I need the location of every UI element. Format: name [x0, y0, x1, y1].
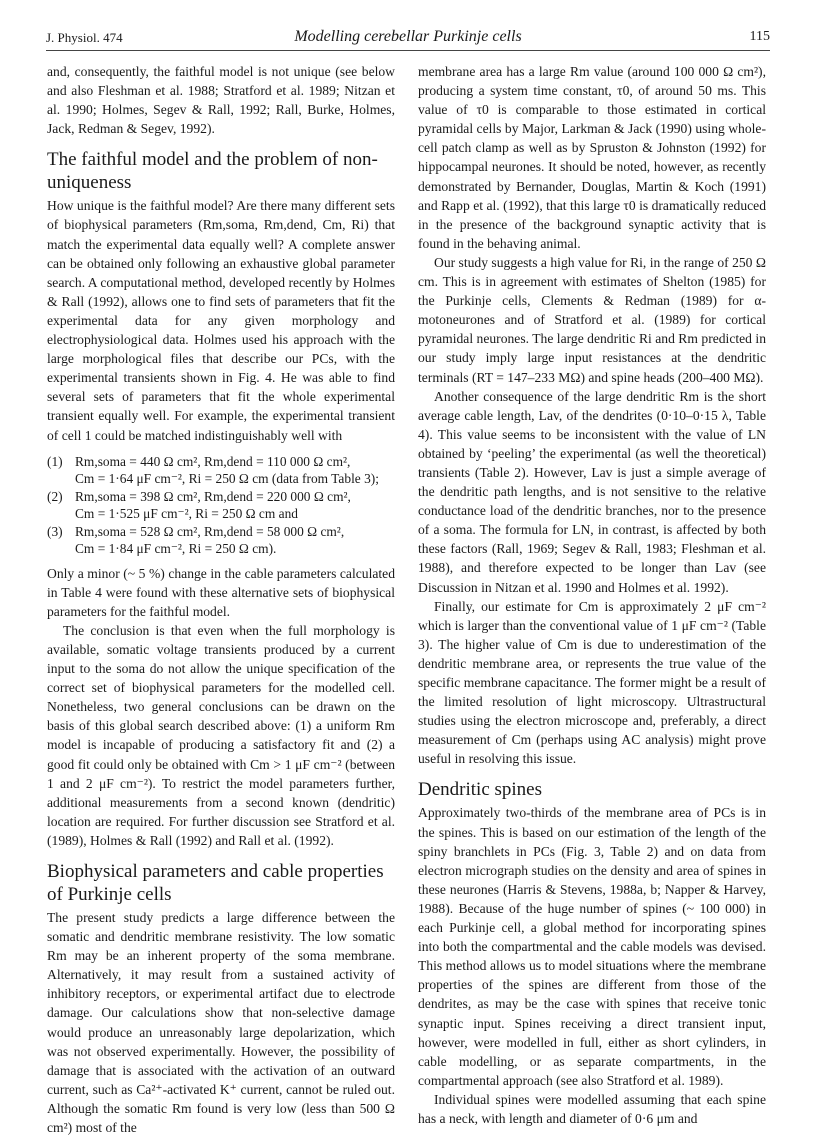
section-heading-faithful-model: The faithful model and the problem of non-uniqueness	[47, 149, 378, 194]
parameter-line: Rm,soma = 440 Ω cm², Rm,dend = 110 000 Ω cm²,	[75, 453, 351, 469]
section-heading-biophysical-parameters: Biophysical parameters and cable properties of Purkinje cells	[47, 861, 384, 905]
parameter-set	[47, 523, 395, 558]
parameter-line: Cm = 1·525 μF cm⁻², Ri = 250 Ω cm and	[75, 506, 298, 522]
paragraph: The present study predicts a large difference between the somatic and dendritic membrane resistivity. The low somatic Rm may be an inherent property of the soma membrane. Alternatively, it may result from a sustained activity of inhibitory receptors, or experimental artifact due to electrode damage. Our calculations show that non-selective damage would produce an unreasonably large depolarization, which was not observed experimentally. However, the possibility of damage that is associated with the activation of an outward current, such as Ca²⁺-activated K⁺ current, cannot be ruled out. Although the somatic Rm found is very low (less than 500 Ω cm²) most of the	[47, 910, 395, 1136]
parameter-line: Cm = 1·64 μF cm⁻², Ri = 250 Ω cm (data from Table 3);	[75, 471, 379, 487]
parameter-line: Cm = 1·84 μF cm⁻², Ri = 250 Ω cm).	[75, 541, 277, 557]
paragraph: Our study suggests a high value for Ri, in the range of 250 Ω cm. This is in agreement with estimates of Shelton (1985) for the Purkinje cells, Clements & Redman (1989) for α-motoneurones and of Stratford et al. (1989) for cortical pyramidal neurones. The large dendritic Ri and Rm predicted in our study imply large input resistances at the dendritic terminals (RT = 147–233 MΩ) and spine heads (200–400 MΩ).	[418, 254, 766, 385]
section-heading-dendritic-spines: Dendritic spines	[418, 779, 543, 801]
right-column	[418, 62, 766, 1128]
parameter-line: Rm,soma = 528 Ω cm², Rm,dend = 58 000 Ω cm²,	[75, 523, 345, 539]
parameter-set	[47, 488, 395, 523]
parameter-set	[47, 453, 395, 488]
paragraph: and, consequently, the faithful model is not unique (see below and also Fleshman et al. 1988; Stratford et al. 1989; Nitzan et al. 1990; Holmes, Segev & Rall, 1992; Rall, Burke, Holmes, Jack, Redman & Segev, 1992).	[47, 64, 395, 137]
paragraph: Another consequence of the large dendritic Rm is the short average cable length, Lav, of the dendrites (0·10–0·15 λ, Table 4). This value seems to be inconsistent with the value of LN obtained by ‘peeling’ the experimental (as well the theoretical) transients (Table 2). However, Lav is just a simple average of the dendritic path lengths, and is not sensitive to the relative conductance load of the dendritic branches, nor to the presence of a soma. The formula for LN, in contrast, is affected by both these factors (Rall, 1969; Segev & Rall, 1983; Fleshman et al. 1988), and therefore expected to be longer than Lav (see Discussion in Nitzan et al. 1990 and Holmes et al. 1992).	[418, 388, 766, 595]
paragraph: Approximately two-thirds of the membrane area of PCs is in the spines. This is based on our estimation of the length of the spiny branchlets in PCs (Fig. 3, Table 2) and on data from electron micrograph studies on the density and area of spines in these neurones (Harris & Stevens, 1988a, b; Napper & Harvey, 1988). Because of the huge number of spines (~ 100 000) in each Purkinje cell, a global method for incorporating spines into both the compartmental and the cable models was devised. This method allows us to model situations where the membrane properties of the spines are different from those of the dendrites, as may be the case with spines that receive tonic synaptic input. Spines receiving a direct transient input, however, were modelled in full, either as short cylinders, in cable modelling, or as separate compartments, in the compartmental approach (see also Stratford et al. 1989).	[418, 805, 766, 1088]
list-number: (2)	[47, 488, 63, 504]
running-title: Modelling cerebellar Purkinje cells	[294, 28, 522, 45]
paragraph: Only a minor (~ 5 %) change in the cable parameters calculated in Table 4 were found with these alternative sets of biophysical parameters for the faithful model.	[47, 565, 395, 619]
parameter-line: Rm,soma = 398 Ω cm², Rm,dend = 220 000 Ω cm²,	[75, 488, 351, 504]
paragraph: membrane area has a large Rm value (around 100 000 Ω cm²), producing a system time constant, τ0, of around 50 ms. This value of τ0 is comparable to those estimated in cortical pyramidal cells by Major, Larkman & Jack (1990) using whole-cell patch clamp as well as by Spruston & Johnston (1992) for hippocampal neurones. It should be noted, however, as recently demonstrated by Bernander, Douglas, Martin & Koch (1991) and Rapp et al. (1992), that this large τ0 is dramatically reduced in the presence of the background synaptic activity that is found in the behaving animal.	[418, 64, 766, 251]
page-number: 115	[749, 29, 770, 44]
parameter-sets-list	[47, 453, 395, 558]
left-column	[47, 62, 395, 1137]
paragraph: How unique is the faithful model? Are there many different sets of biophysical parameters (Rm,soma, Rm,dend, Cm, Ri) that match the experimental data equally well? A complete answer can be obtained only following an exhaustive global parameter search. A computational method, developed recently by Holmes & Rall (1992), allows one to find sets of parameters that fit the experimental data for any given morphology and electrophysiological data. Holmes used his approach with the large morphological files that describe our PCs, with the experimental transients shown in Fig. 4. He was able to find several sets of parameters that fit the whole experimental transient equally well. For example, the experimental transient of cell 1 could be matched indistinguishably well with	[47, 198, 395, 443]
running-header	[46, 28, 770, 51]
journal-name: J. Physiol. 474	[46, 30, 123, 45]
paragraph: The conclusion is that even when the full morphology is available, somatic voltage transients produced by a current input to the soma do not allow the unique specification of the correct set of biophysical parameters for the modelled cell. Nonetheless, two general conclusions can be drawn on the basis of this global search described above: (1) a uniform Rm model is incapable of producing a satisfactory fit and (2) a good fit could only be obtained with Cm > 1 μF cm⁻² (between 1 and 2 μF cm⁻²). To restrict the model parameters further, additional measurements from a second known (dendritic) location are required. For further discussion see Stratford et al. (1989), Holmes & Rall (1992) and Rall et al. (1992).	[47, 622, 395, 848]
paragraph: Individual spines were modelled assuming that each spine has a neck, with length and diameter of 0·6 μm and	[418, 1091, 766, 1126]
paragraph: Finally, our estimate for Cm is approximately 2 μF cm⁻² which is larger than the conventional value of 1 μF cm⁻² (Table 3). The higher value of Cm is due to underestimation of the dendritic membrane area, or represents the true value of the specific membrane capacitance. The former might be a result of the limited resolution of light microscopy. Ultrastructural studies using the electron microscope and, preferably, a direct measurement of Cm (perhaps using AC analysis) might prove useful in resolving this issue.	[418, 598, 766, 767]
list-number: (1)	[47, 453, 63, 469]
list-number: (3)	[47, 523, 63, 539]
